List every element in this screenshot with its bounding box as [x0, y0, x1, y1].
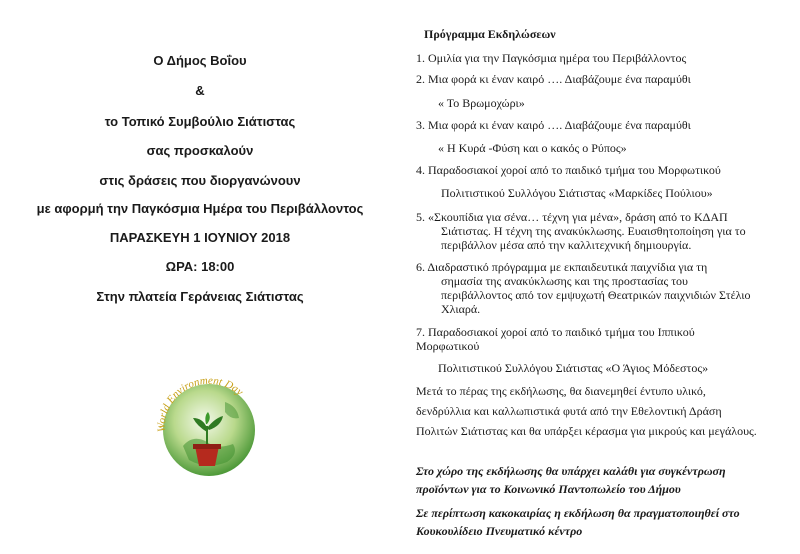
program-item-4-cont: Πολιτιστικού Συλλόγου Σιάτιστας «Μαρκίδες Πούλιου» [441, 186, 713, 200]
program-item-5: 5. «Σκουπίδια για σένα… τέχνη για μένα», δράση από το ΚΔΑΠ [416, 210, 728, 224]
organizer-council: το Τοπικό Συμβούλιο Σιάτιστας [104, 114, 296, 129]
program-item-6-cont-1: σημασία της ανακύκλωσης και της προστασίας του [441, 274, 688, 288]
occasion-line: με αφορμή την Παγκόσμια Ημέρα του Περιβάλλοντος [36, 201, 364, 216]
program-panel [400, 0, 800, 554]
after-event-text-3: Πολιτών Σιάτιστας και θα υπάρξει κέρασμα για μικρούς και μεγάλους. [416, 424, 757, 438]
program-item-5-cont-2: περιβάλλον μέσα από την καλλιτεχνική δημιουργία. [441, 238, 692, 252]
program-item-3: 3. Μια φορά κι έναν καιρό …. Διαβάζουμε ένα παραμύθι [416, 118, 691, 132]
program-item-5-cont-1: Σιάτιστας. Η τέχνη της ανακύκλωσης. Ευαισθητοποίηση για το [441, 224, 746, 238]
program-item-6: 6. Διαδραστικό πρόγραμμα με εκπαιδευτικά παιχνίδια για τη [416, 260, 708, 274]
event-time: ΩΡΑ: 18:00 [165, 259, 235, 274]
program-item-7: 7. Παραδοσιακοί χοροί από το παιδικό τμήμα του Ιππικού [416, 325, 695, 339]
invite-line: στις δράσεις που διοργανώνουν [99, 173, 301, 188]
world-environment-day-logo [143, 362, 269, 488]
program-item-4: 4. Παραδοσιακοί χοροί από το παιδικό τμήμα του Μορφωτικού [416, 163, 721, 177]
program-item-7-cont-2: Πολιτιστικού Συλλόγου Σιάτιστας «Ο Άγιος Μόδεστος» [438, 361, 709, 375]
weather-note-2: Κουκουλίδειο Πνευματικό κέντρο [416, 524, 583, 538]
program-item-1: 1. Ομιλία για την Παγκόσμια ημέρα του Περιβάλλοντος [416, 51, 687, 65]
after-event-text-2: δενδρύλλια και καλλωπιστικά φυτά από την Εθελοντική Δράση [416, 404, 722, 418]
program-title: Πρόγραμμα Εκδηλώσεων [424, 27, 556, 41]
program-item-3-title: « Η Κυρά -Φύση και ο κακός ο Ρύπος» [438, 141, 627, 155]
program-item-6-cont-2: περιβάλλοντος από τον εμψυχωτή Θεατρικών παιχνιδιών Στέλιο [441, 288, 751, 302]
invite-verb: σας προσκαλούν [146, 143, 254, 158]
collection-note-2: προϊόντων για το Κοινωνικό Παντοπωλείο του Δήμου [416, 482, 681, 496]
event-date: ΠΑΡΑΣΚΕΥΗ 1 ΙΟΥΝΙΟΥ 2018 [109, 230, 291, 245]
organizer-municipality: Ο Δήμος Βοΐου [153, 53, 247, 68]
program-item-2-title: « Το Βρωμοχώρι» [438, 96, 525, 110]
globe-plant-icon [143, 362, 269, 488]
event-place: Στην πλατεία Γεράνειας Σιάτιστας [96, 289, 304, 304]
after-event-text-1: Μετά το πέρας της εκδήλωσης, θα διανεμηθεί έντυπο υλικό, [416, 384, 706, 398]
program-item-2: 2. Μια φορά κι έναν καιρό …. Διαβάζουμε ένα παραμύθι [416, 72, 691, 86]
program-item-7-cont-1: Μορφωτικού [416, 339, 480, 353]
collection-note-1: Στο χώρο της εκδήλωσης θα υπάρχει καλάθι για συγκέντρωση [416, 464, 726, 478]
svg-text:World Environment Day: World Environment Day [155, 374, 246, 433]
weather-note-1: Σε περίπτωση κακοκαιρίας η εκδήλωση θα πραγματοποιηθεί στο [416, 506, 740, 520]
ampersand: & [195, 83, 205, 98]
program-item-6-cont-3: Χλιαρά. [441, 302, 481, 316]
